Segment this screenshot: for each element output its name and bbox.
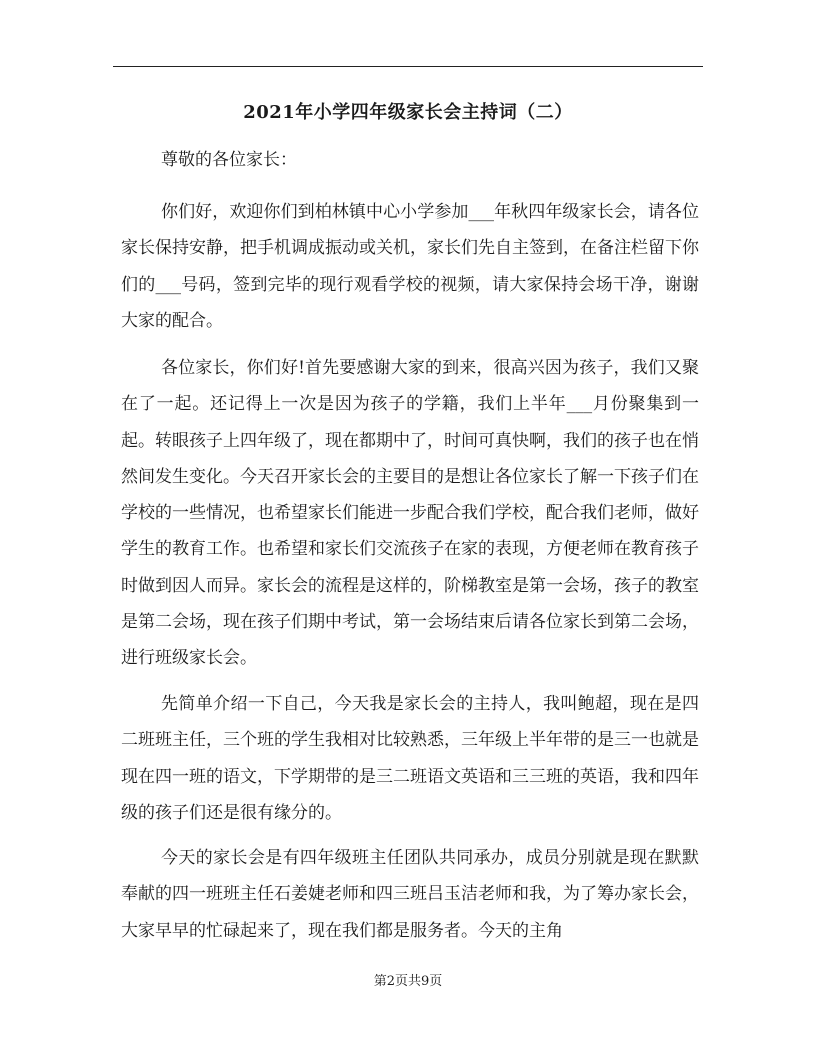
header-rule [113, 66, 703, 67]
paragraph-3: 先简单介绍一下自己，今天我是家长会的主持人，我叫鲍超，现在是四二班班主任，三个班的学生我相对比较熟悉，三年级上半年带的是三一也就是现在四一班的语文，下学期带的是三二班语文英语和三三班的英语，我和四年级的孩子们还是很有缘分的。 [121, 694, 699, 823]
paragraph-1: 你们好，欢迎你们到柏林镇中心小学参加___年秋四年级家长会，请各位家长保持安静，把手机调成振动或关机，家长们先自主签到，在备注栏留下你们的___号码，签到完毕的现行观看学校的视频，请大家保持会场干净，谢谢大家的配合。 [121, 202, 699, 331]
greeting: 尊敬的各位家长： [161, 150, 297, 170]
paragraph-4: 今天的家长会是有四年级班主任团队共同承办，成员分别就是现在默默奉献的四一班班主任石姜婕老师和四三班吕玉洁老师和我，为了筹办家长会，大家早早的忙碌起来了，现在我们都是服务者。今天的主角 [121, 848, 699, 941]
document-title: 2021年小学四年级家长会主持词（二） [243, 102, 573, 123]
paragraph-2: 各位家长，你们好!首先要感谢大家的到来，很高兴因为孩子，我们又聚在了一起。还记得上一次是因为孩子的学籍，我们上半年___月份聚集到一起。转眼孩子上四年级了，现在都期中了，时间可真快啊，我们的孩子也在悄然间发生变化。今天召开家长会的主要目的是想让各位家长了解一下孩子们在学校的一些情况，也希望家长们能进一步配合我们学校，配合我们老师，做好学生的教育工作。也希望和家长们交流孩子在家的表现，方便老师在教育孩子时做到因人而异。家长会的流程是这样的，阶梯教室是第一会场，孩子的教室是第二会场，现在孩子们期中考试，第一会场结束后请各位家长到第二会场，进行班级家长会。 [121, 358, 699, 669]
page-number: 第2页共9页 [373, 974, 443, 989]
